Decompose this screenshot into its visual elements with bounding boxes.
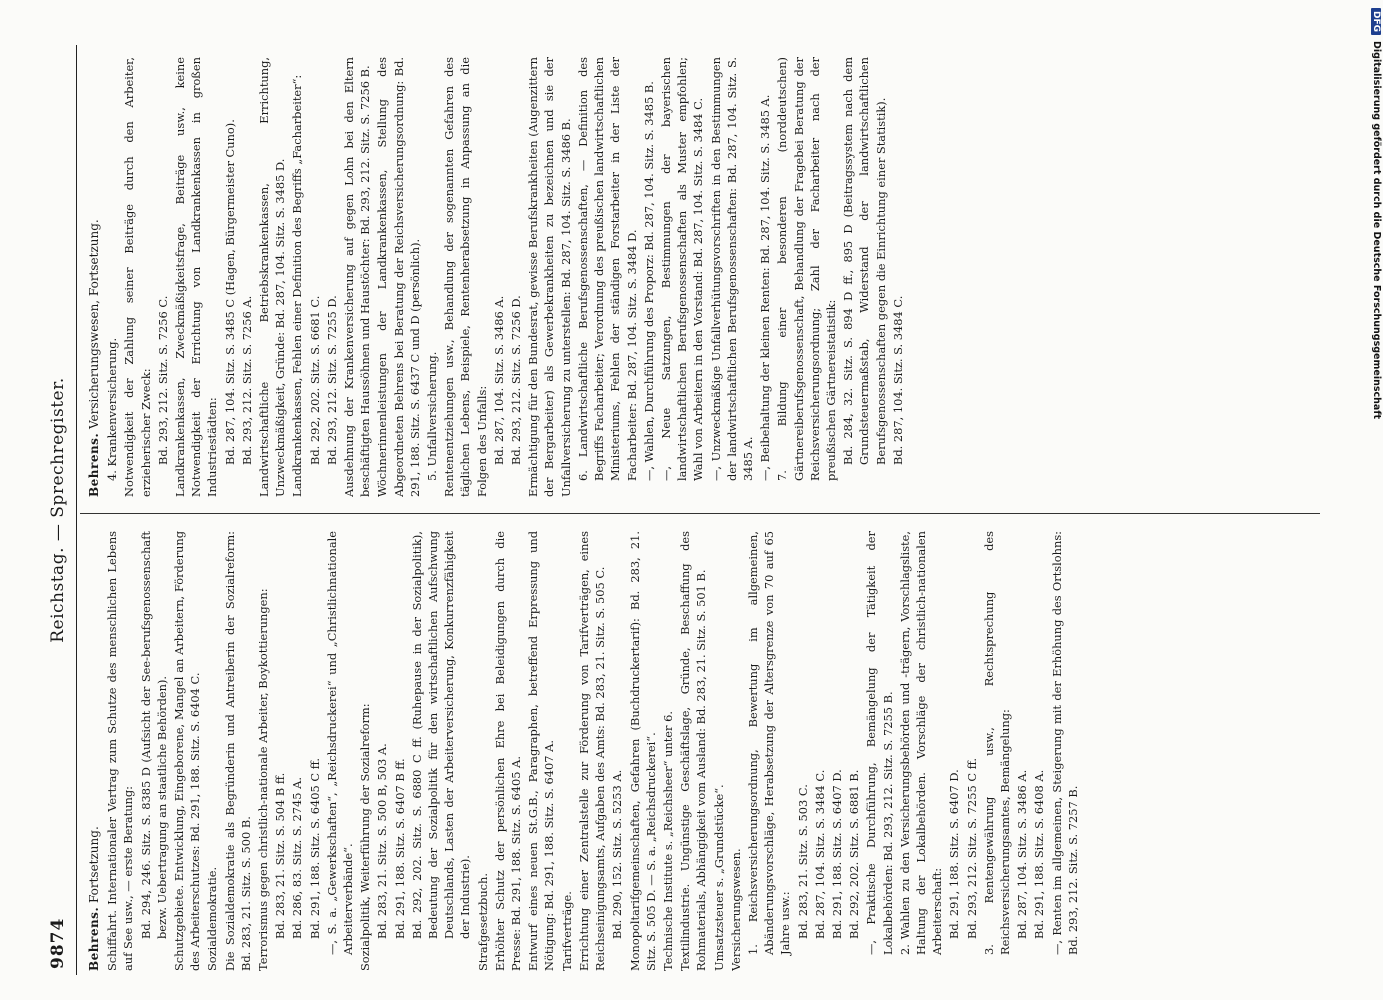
register-entry: Umsatzsteuer s. „Grundstücke“. [711, 784, 726, 971]
register-entry: Bd. 293, 212. Sitz. S. 7256 D. [509, 295, 524, 465]
register-entry: Schiffahrt. Internationaler Vertrag zum Schutze des menschlichen Lebens auf See usw., — erste Beratung: [105, 531, 136, 971]
register-entry: Textilindustrie. Ungünstige Geschäftslage, Gründe, Beschaffung des Rohmaterials, Abhängigkeit vom Ausland: Bd. 283, 21. Sitz. S. 501 B. [678, 531, 709, 971]
register-entry: Versicherungswesen. [728, 848, 743, 971]
register-entry: —, Wahlen, Durchführung des Proporz: Bd. 287, 104. Sitz. S. 3485 B. [641, 81, 656, 481]
right-column [86, 57, 1316, 497]
register-entry: Bd. 292, 202. Sitz. S. 6881 B. [847, 769, 862, 939]
register-entry: Bd. 292, 202. Sitz. S. 6681 C. [307, 295, 322, 465]
dfg-logo-icon: DFG [1371, 8, 1381, 35]
register-entry: Tarifverträge. [559, 891, 574, 971]
register-entry: Bd. 291, 188. Sitz. S. 6408 A. [1032, 769, 1047, 939]
register-entry: Bd. 283, 21. Sitz. S. 500 B, 503 A. [375, 743, 390, 939]
register-entry: 5. Unfallversicherung. [425, 351, 440, 481]
register-entry: —, Neue Satzungen, Bestimmungen der bayerischen landwirtschaftlichen Berufsgenossenschaften als Muster empfohlen; Wahl von Arbeitern in den Vorstand: Bd. 287, 104. Sitz. S. 3484 C. [658, 57, 706, 481]
right-column-heading [86, 57, 102, 497]
register-entry: Bd. 287, 104. Sitz. S. 3484 C. [812, 769, 827, 939]
register-entry: Rentenentziehungen usw., Behandlung der sogenannten Gefahren des täglichen Lebens, Beispiele, Rentenherabsetzung in Anpassung an die Folgen des Unfalls: [442, 57, 489, 497]
register-entry: 2. Wahlen zu den Versicherungsbehörden und -trägern, Vorschlagsliste, Haltung der Lokalbehörden. Vorschläge der christlich-nationalen Arbeiterschaft: [897, 531, 945, 955]
register-entry: Bd. 287, 104. Sitz. S. 3486 A. [491, 295, 506, 465]
rotated-page [40, 45, 1330, 975]
register-entry: Strafgesetzbuch. [475, 873, 490, 971]
register-entry: Bd. 294, 246. Sitz. S. 8385 D (Aufsicht der See-berufsgenossenschaft bezw. Uebertragung an staatliche Behörden). [138, 531, 169, 939]
heading-suffix: Versicherungswesen, Fortsetzung. [87, 219, 101, 430]
register-entry: Bd. 290, 152. Sitz. S. 5253 A. [610, 769, 625, 939]
register-entry: Bd. 291, 188. Sitz. S. 6407 B ff. [392, 758, 407, 939]
register-entry: Wöchnerinnenleistungen der Landkrankenkassen, Stellung des Abgeordneten Behrens bei Beratung der Reichsversicherungsordnung: Bd. 291, 188. Sitz. S. 6437 C und D (persönlich). [375, 57, 422, 497]
register-entry: Bd. 283, 21. Sitz. S. 503 C. [795, 784, 810, 939]
register-entry: Bd. 283, 21. Sitz. S. 504 B ff. [273, 772, 288, 939]
imprint-text: Digitalisierung gefördert durch die Deutsche Forschungsgemeinschaft [1371, 41, 1382, 419]
register-entry: Bd. 291, 188. Sitz. S. 6405 C ff. [307, 757, 322, 939]
imprint-text-row [1368, 8, 1382, 968]
register-entry: Bd. 286, 83. Sitz. S. 2745 A. [290, 777, 305, 939]
register-entry: —, Unzweckmäßige Unfallverhütungsvorschriften in den Bestimmungen der landwirtschaftlichen Berufsgenossenschaften: Bd. 287, 104. Sitz. S. 3485 A. [708, 57, 755, 481]
register-entry: Entwurf eines neuen St.G.B., Paragraphen, betreffend Erpressung und Nötigung: Bd. 291, 188. Sitz. S. 6407 A. [526, 531, 557, 971]
register-entry: Bd. 287, 104. Sitz. S. 3486 A. [1015, 769, 1030, 939]
register-entry: Bd. 287, 104. Sitz. S. 3485 C (Hagen, Bürgermeister Cuno). [222, 119, 237, 465]
register-entry: Technische Institute s. „Reichsheer“ unter 6. [660, 711, 675, 971]
register-entry: 7. Bildung einer besonderen (norddeutschen) Gärtnereiberufsgenossenschaft, Behandlung der Fragebei Beratung der Reichsversicherungsordnung; Zahl der Facharbeiter nach der preußischen Gärtnereistatistik: [775, 57, 838, 481]
register-entry: 3. Rentengewährung usw., Rechtsprechung des Reichsversicherungsamtes, Bemängelung: [981, 531, 1012, 955]
register-entry: Landkrankenkassen, Fehlen einer Definition des Begriffs „Facharbeiter“: [290, 74, 305, 497]
register-entry: Sozialdemokratie. [205, 866, 220, 971]
register-entry: 4. Krankenversicherung. [105, 337, 120, 481]
register-entry: Erhöhter Schutz der persönlichen Ehre bei Beleidigungen durch die Presse: Bd. 291, 188. Sitz. S. 6405 A. [492, 531, 524, 971]
register-entry: Terrorismus gegen christlich-nationale Arbeiter, Boykottierungen: [256, 588, 271, 971]
register-entry: Die Sozialdemokratie als Begründerin und Antreiberin der Sozialreform: Bd. 283, 21. Sitz. S. 500 B. [222, 531, 253, 971]
register-entry: 6. Landwirtschaftliche Berufsgenossenschaften, — Definition des Begriffs Facharbeiter; Verordnung des preußischen landwirtschaftlichen Ministeriums, Fehlen der ständigen Forstarbeiter in der Liste der Facharbeiter: Bd. 287, 104. Sitz. S. 3484 D. [575, 57, 639, 481]
register-entry: —, Beibehaltung der kleinen Renten: Bd. 287, 104. Sitz. S. 3485 A. [758, 94, 773, 481]
register-entry: Bd. 287, 104. Sitz. S. 3484 C. [890, 295, 905, 465]
heading-name: Behrens. [87, 906, 101, 971]
register-entry: Bd. 293, 212. Sitz. S. 7256 A. [239, 295, 254, 465]
register-entry: Sozialpolitik, Weiterführung der Sozialreform: [358, 703, 373, 971]
left-column [86, 531, 1316, 971]
register-entry: Bd. 293, 212. Sitz. S. 7256 C. [155, 295, 170, 465]
page-header [40, 45, 77, 975]
register-entry: Bd. 291, 188. Sitz. S. 6407 D. [829, 769, 844, 939]
register-entry: Bd. 291, 188. Sitz. S. 6407 D. [947, 769, 962, 939]
register-entry: —, S. a. „Gewerkschaften“, „Reichsdruckerei“ und „Christlichnationale Arbeiterverbände“. [324, 531, 356, 955]
page-title: Reichstag. — Sprechregister. [48, 377, 68, 643]
register-entry: Schutzgebiete. Entwicklung, Eingeborene, Mangel an Arbeitern, Förderung des Arbeiterschutzes: Bd. 291, 188. Sitz. S. 6404 C. [172, 531, 203, 971]
left-column-heading [86, 531, 102, 971]
register-entry: Bd. 293, 212. Sitz. S. 7255 C ff. [964, 757, 979, 939]
register-entry: Bd. 292, 202. Sitz. S. 6880 C ff. (Ruhepause in der Sozialpolitik), Bedeutung der Sozialpolitik für den wirtschaftlichen Aufschwung Deutschlands, Lasten der Arbeiterversicherung, Konkurrenzfähigkeit der Industrie). [409, 531, 473, 939]
register-entry: Bd. 293, 212. Sitz. S. 7255 D. [324, 295, 339, 465]
register-entry: Bd. 284, 32. Sitz. S. 894 D ff., 895 D (Beitragssystem nach dem Grundsteuermaßstab, Widerstand der landwirtschaftlichen Berufsgenossenschaften gegen die Einrichtung einer Statistik). [841, 57, 888, 465]
column-divider [80, 513, 1320, 514]
register-entry: Monopoltarifgemeinschaften, Gefahren (Buchdruckertarif): Bd. 283, 21. Sitz. S. 505 D. — S. a. „Reichsdruckerei“. [627, 531, 658, 971]
register-entry: —, Renten im allgemeinen, Steigerung mit der Erhöhung des Ortslohns: Bd. 293, 212. Sitz. S. 7257 B. [1049, 531, 1080, 955]
register-entry: Landkrankenkassen, Zweckmäßigkeitsfrage, Beiträge usw., keine Notwendigkeit der Errichtung von Landkrankenkassen in großen Industriestädten: [173, 57, 220, 497]
heading-suffix: Fortsetzung. [87, 826, 101, 904]
page-number: 9874 [48, 917, 68, 969]
heading-name: Behrens. [87, 432, 101, 497]
register-entry: Notwendigkeit der Zahlung seiner Beiträge durch den Arbeiter, erzieherischer Zweck: [122, 57, 153, 497]
register-entry: Errichtung einer Zentralstelle zur Förderung von Tarifverträgen, eines Reichseinigungsamts, Aufgaben des Amts: Bd. 283, 21. Sitz. S. 505 C. [576, 531, 608, 971]
dfg-imprint [1368, 8, 1382, 988]
register-entry: Ermächtigung für den Bundesrat, gewisse Berufskrankheiten (Augenzittern der Bergarbeiter) als Gewerbekrankheiten zu bezeichnen und sie der Unfallversicherung zu unterstellen: Bd. 287, 104. Sitz. S. 3486 B. [526, 57, 573, 497]
register-entry: Ausdehnung der Krankenversicherung auf gegen Lohn bei den Eltern beschäftigten Haussöhnen und Haustöchter: Bd. 293, 212. Sitz. S. 7256 B. [342, 57, 373, 497]
register-entry: 1. Reichsversicherungsordnung, Bewertung im allgemeinen, Abänderungsvorschläge, Herabsetzung der Altersgrenze von 70 auf 65 Jahre usw.: [745, 531, 793, 955]
register-entry: —, Praktische Durchführung, Bemängelung der Tätigkeit der Lokalbehörden: Bd. 293, 212. Sitz. S. 7255 B. [864, 531, 895, 955]
register-entry: Landwirtschaftliche Betriebskrankenkassen, Errichtung, Unzweckmäßigkeit, Gründe: Bd. 287, 104. Sitz. S. 3485 D. [257, 57, 288, 497]
